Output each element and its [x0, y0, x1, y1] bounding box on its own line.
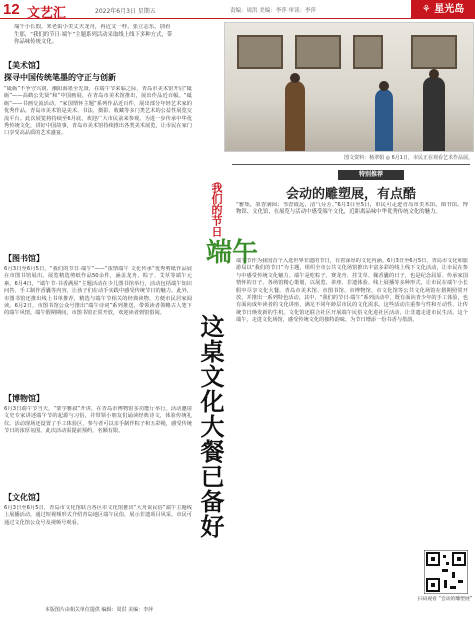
- column-brand: ⚘ 星光岛: [411, 0, 475, 19]
- masthead: [0, 0, 475, 19]
- section-label-museum: 【博物馆】: [4, 394, 44, 403]
- photo-caption: 图文资料：杨翠娟 ◎ 6月1日，市民正在观看艺术作品展。: [344, 155, 473, 161]
- editor-credits: 责编：周洪 美编：李萍 审读：李萍: [230, 8, 316, 14]
- page-number: 12: [3, 1, 20, 18]
- visitor-figure: [375, 89, 393, 151]
- right-headline: 会动的雕塑展，有点酷: [285, 187, 416, 202]
- visitor-figure: [285, 81, 305, 151]
- painting-frame: [295, 35, 341, 69]
- visitor-head: [290, 73, 300, 83]
- lede-paragraph: 端午小长假，来老街小美丈夫龙舟，再近文一样，张立志东，别看生那，“我们的节日·端午”主题系列活动采取线上线下多种方式，带你品味传统文化。: [14, 24, 173, 45]
- painting-frame: [237, 35, 283, 69]
- festival-badge-text: 我们的节日: [210, 182, 223, 237]
- right-column-body: 端午节作为我国首个入选世界非遗的节日，有着深厚的文化内涵。6月3日至6月5日，青岛市文化和旅游局以“我们的节日”为主题，组织全市公共文化场馆推出丰富多彩的线上线下文化活动，让市民在参与中感受传统文化魅力。端午是吃粽子、赛龙舟、挂艾草、佩香囊的日子，也是纪念屈原、传承家国情怀的日子。各场馆精心策划，以展览、讲座、非遗体验、线上展播等多种形式，让市民在端午小长假中尽享文化大餐。青岛市美术馆、市图书馆、市博物馆、市文化馆等公共文化场馆在假期照常开放，并推出一系列特色活动。其中，“我们的节日·端午”系列活动中，既有面向青少年的手工体验，也有面向成年读者的文化讲座，满足不同年龄层市民的文化需求。这些活动注重参与性和互动性，让传统节日焕发新的生机。文化馆还联合社区开展端午民俗文化进社区活动，让非遗走进市民生活。这个端午，走进文化场馆，感受传统文化的独特韵味，为节日增添一份书香与墨韵。: [236, 258, 468, 324]
- culture-center-body: 6月3日至6月5日，青岛市文化馆联合各区市文化馆推出“大舟说民俗”端午主题线上展播活动，通过短视频形式介绍青岛地区端午民俗，展示非遗项目风采，市民可通过文化馆公众号及视频号观看。: [4, 505, 192, 526]
- special-recommend-kicker: 特别推荐: [338, 170, 404, 180]
- right-lead-paragraph: “雅集，墨香满园；书香致远，清气芬芳。”6月3日至5日，市民可走进青岛市美术馆、图书馆、博物馆、文化馆，在展览与活动中感受端午文化，近距离品味中华优秀传统文化的魅力。: [236, 202, 468, 216]
- issue-date: 2022年6月3日 星期五: [95, 8, 156, 15]
- painting-frame: [353, 35, 383, 69]
- art-museum-subhead: 探寻中国传统笔墨的守正与创新: [4, 73, 116, 82]
- section-label-library: 【图书馆】: [4, 254, 44, 263]
- painting-frame: [411, 35, 457, 69]
- section-title: 文艺汇: [27, 6, 67, 21]
- divider: [232, 164, 470, 165]
- dragon-boat-festival-art: 端午: [206, 238, 259, 268]
- visitor-head: [379, 81, 389, 91]
- exhibition-photo: [224, 22, 474, 152]
- qr-caption: 扫码观看 “会动的雕塑展”: [417, 597, 473, 602]
- library-body: 6月3日至6月5日，“我们的节日·端午”——“浓情端午 文化传承”优秀剪纸作品展在市图书馆展出。展览精选剪纸作品50余件，涵盖龙舟、粽子、艾草等端午元素。6月4日，“端午节·书香满屋”主题活动在少儿图书馆举行，活动包括端午知识问答、手工制作香囊等内容，让孩子们在动手实践中感受传统节日的魅力。此外，市图书馆还推出线上书单推荐，精选与端午节相关的经典读物，方便市民居家阅读。6月2日，市图书馆公众号推出“端午诗词”系列推送，带领读者领略古人笔下的端午风情。端午假期期间，市图书馆正常开放，欢迎读者到馆借阅。: [4, 266, 192, 317]
- main-vertical-title: 这桌文化大餐已备好: [196, 314, 225, 539]
- section-label-art-museum: 【美术馆】: [4, 61, 44, 70]
- art-museum-body: “砥砺”不争守兴润，潮阳海墨全先贤，在端午节来临之际，青岛市美术馆开启“砥砺”——高鹤公先贤“和”中国画展，在青岛市美术馆推出，展出作品近百幅。“砥砺”——书画交流活动，“家国情怀主题”系列作品近百件，展出部分年轻艺术家的优秀作品。青岛市美术馆是美术、书法、摄影、收藏等多门类艺术的公益性展览交流平台。此次展览将持续至6月底，欢迎广大市民前来参观。为进一步传承中华优秀传统文化，讲好中国故事，青岛市美术馆持续推出各类美术展览，让市民在家门口享受高品质的艺术盛宴。: [4, 86, 192, 137]
- qr-code-icon[interactable]: [424, 550, 468, 594]
- page-footer: 本版图片由相关单位提供 编辑：周洪 美编：李萍: [44, 607, 154, 613]
- visitor-head: [429, 69, 439, 79]
- section-label-culture-center: 【文化馆】: [4, 493, 44, 502]
- visitor-figure: [423, 77, 445, 151]
- museum-body: 6月3日端午节当天，“蒙学雅叙”开讲，在青岛市博物馆多功能厅举行。活动邀请文史专家讲述端午节的起源与习俗，并带领小朋友们诵读经典诗文，体验传统礼仪。活动现场还设置了手工体验区，参与者可以亲手制作粽子和五彩绳，感受传统节日的浓厚氛围。此次活动需提前预约，名额有限。: [4, 406, 192, 435]
